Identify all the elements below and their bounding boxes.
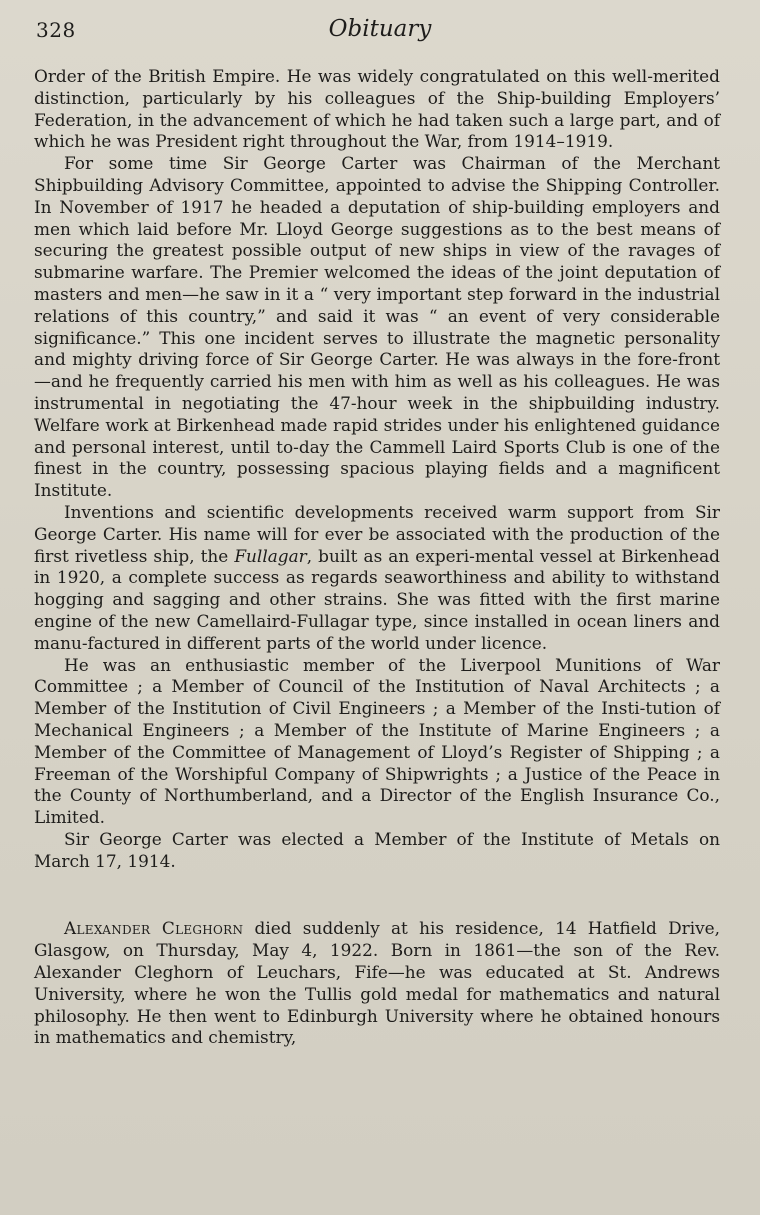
section-gap bbox=[34, 872, 720, 918]
cleghorn-text: died suddenly at his residence, 14 Hatfield Drive, Glasgow, on Thursday, May 4, 1922. Born in 1861—the son of the Rev. Alexander Cleghorn of Leuchars, Fife—he was educated at St. Andrews University, where he won the Tullis gold medal for mathematics and natural philosophy. He then went to Edinburgh University where he obtained honours in mathematics and chemistry, bbox=[34, 918, 721, 1048]
page-header bbox=[36, 14, 724, 50]
page-number: 328 bbox=[36, 18, 76, 42]
paragraph-memberships: He was an enthusiastic member of the Liverpool Munitions of War Committee ; a Member of Council of the Institution of Naval Architects ; a Member of the Institution of Civil Engineers ; a Member of the Insti-tution of Mechanical Engineers ; a Member of the Institute of Marine Engineers ; a Member of the Committee of Management of Lloyd’s Register of Shipping ; a Freeman of the Worshipful Company of Shipwrights ; a Justice of the Peace in the County of Northumberland, and a Director of the English Insurance Co., Limited. bbox=[34, 654, 720, 828]
inventions-text-start: Inventions and scientific developments received warm support from Sir George Carter. His name will for ever be associated with the production of the first rivetless ship, the bbox=[34, 501, 720, 566]
paragraph-inventions bbox=[34, 502, 720, 655]
deceased-name: Alexander Cleghorn bbox=[64, 918, 244, 939]
page-body bbox=[34, 66, 720, 1049]
paragraph-institute-of-metals: Sir George Carter was elected a Member of the Institute of Metals on March 17, 1914. bbox=[34, 828, 720, 871]
ship-name-fullagar: Fullagar bbox=[234, 545, 307, 566]
running-title: Obituary bbox=[328, 16, 432, 42]
paragraph-continuation: Order of the British Empire. He was widely congratulated on this well-merited distinction, particularly by his colleagues of the Ship-building Employers’ Federation, in the advancement of which he had taken such a large part, and of which he was President right throughout the War, from 1914–1919. bbox=[34, 66, 720, 152]
paragraph-shipbuilding-committee: For some time Sir George Carter was Chairman of the Merchant Shipbuilding Advisory Committee, appointed to advise the Shipping Controller. In November of 1917 he headed a deputation of ship-building employers and men which laid before Mr. Lloyd George suggestions as to the best means of securing the greatest possible output of new ships in view of the ravages of submarine warfare. The Premier welcomed the ideas of the joint deputation of masters and men—he saw in it a “ very important step forward in the industrial relations of this country,” and said it was “ an event of very considerable significance.” This one incident serves to illustrate the magnetic personality and mighty driving force of Sir George Carter. He was always in the fore-front—and he frequently carried his men with him as well as his colleagues. He was instrumental in negotiating the 47-hour week in the shipbuilding industry. Welfare work at Birkenhead made rapid strides under his enlightened guidance and personal interest, until to-day the Cammell Laird Sports Club is one of the finest in the country, possessing spacious playing fields and a magnificent Institute. bbox=[34, 153, 720, 501]
paragraph-cleghorn-obituary bbox=[34, 918, 720, 1049]
inventions-text-end: , built as an experi-mental vessel at Birkenhead in 1920, a complete success as regards seaworthiness and ability to withstand hogging and sagging and other strains. She was fitted with the first marine engine of the new Camellaird-Fullagar type, since installed in ocean liners and manu-factured in different parts of the world under licence. bbox=[34, 545, 720, 653]
